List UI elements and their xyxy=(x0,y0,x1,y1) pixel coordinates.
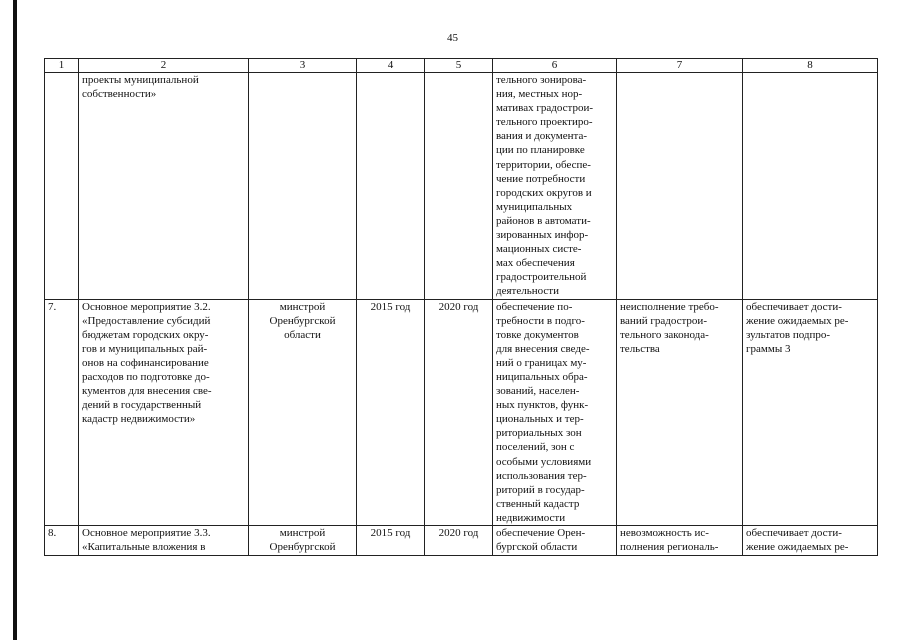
column-header-2: 2 xyxy=(79,59,249,73)
header-row xyxy=(45,59,878,73)
column-header-6: 6 xyxy=(493,59,617,73)
binding-edge-line xyxy=(13,0,17,640)
column-header-3: 3 xyxy=(249,59,357,73)
column-header-8: 8 xyxy=(743,59,878,73)
activity-cell: проекты муниципальной собственности» xyxy=(79,73,249,300)
row-number: 8. xyxy=(48,527,57,539)
column-header-7: 7 xyxy=(617,59,743,73)
column-header-5: 5 xyxy=(425,59,493,73)
result-cell: обеспечение по- требности в подго- товке документов для внесения сведе- ний о границах му- ниципальных обра- зований, населен- ных пунктов, функ- циональных и тер- риториальных зон поселений, зон с особыми условиями использования тер- риторий в государ- ственный кадастр недвижимости xyxy=(493,299,617,526)
page-number: 45 xyxy=(447,32,458,44)
end-year-cell xyxy=(425,73,493,300)
start-year-cell: 2015 год xyxy=(357,299,425,526)
end-year-cell: 2020 год xyxy=(438,527,479,539)
activity-cell: Основное мероприятие 3.3. «Капитальные вложения в xyxy=(82,527,211,554)
relation-cell: обеспечивает дости- жение ожидаемых ре- зультатов подпро- граммы 3 xyxy=(743,299,878,526)
row-number xyxy=(45,73,79,300)
start-year-cell xyxy=(357,73,425,300)
row-number: 7. xyxy=(45,299,79,526)
result-cell: обеспечение Орен- бургской области xyxy=(496,527,586,554)
start-year-cell: 2015 год xyxy=(370,527,411,539)
result-cell: тельного зонирова- ния, местных нор- мативах градострои- тельного проектиро- вания и документа- ции по планировке территории, обеспе- чение потребности городских округов и муниципальных районов в автомати- зированных инфор- мационных систе- мах обеспечения градостроительной деятельности xyxy=(493,73,617,300)
column-header-1: 1 xyxy=(45,59,79,73)
column-header-4: 4 xyxy=(357,59,425,73)
consequences-cell: неисполнение требо- ваний градострои- тельного законода- тельства xyxy=(617,299,743,526)
executor-cell: минстрой Оренбургской области xyxy=(249,299,357,526)
end-year-cell: 2020 год xyxy=(425,299,493,526)
table-row xyxy=(45,526,878,556)
executor-cell xyxy=(249,73,357,300)
consequences-cell xyxy=(617,73,743,300)
executor-cell: минстрой Оренбургской xyxy=(269,527,336,554)
table-row xyxy=(45,299,878,526)
consequences-cell: невозможность ис- полнения региональ- xyxy=(620,527,719,554)
table-row xyxy=(45,73,878,300)
relation-cell xyxy=(743,73,878,300)
program-table xyxy=(44,58,878,556)
relation-cell: обеспечивает дости- жение ожидаемых ре- xyxy=(746,527,849,554)
activity-cell: Основное мероприятие 3.2. «Предоставление субсидий бюджетам городских окру- гов и муниципальных рай- онов на софинансирование расходов по подготовке до- кументов для внесения све- дений в государственный кадастр недвижимости» xyxy=(79,299,249,526)
